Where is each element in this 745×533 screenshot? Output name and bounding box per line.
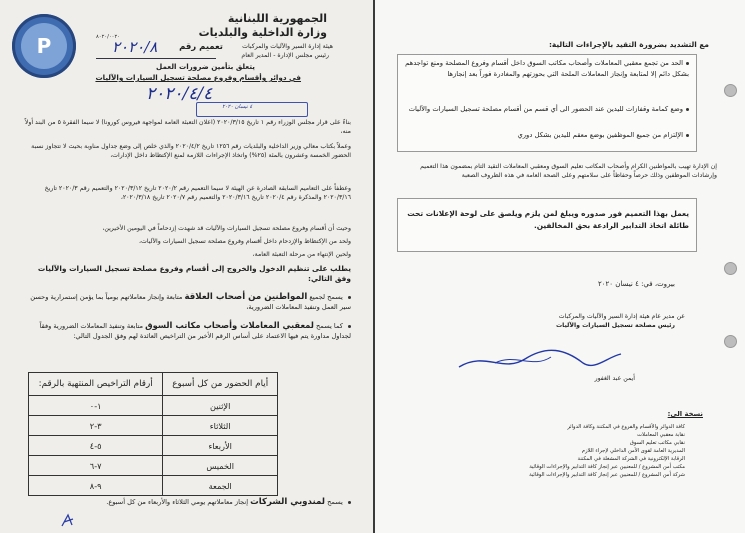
binder-hole-icon [724,335,737,348]
paragraph-4: وحيث أن أقسام وفروع مصلحة تسجيل السيارات والآليات قد شهدت إزدحاماً في اليومين الأخيرين، [102,225,351,232]
cc-item: مكتب أمن المشروع / للمعنيين عبر إنجاز كافة التدابير والإجراءات الوقائية [529,464,685,470]
authority-logo: P [12,14,76,78]
measure-item-3: الإلتزام من جميع الموظفين بوضع معقم لليدين بشكل دوري [403,130,689,141]
plate-digits-cell: ٣-٢ [29,416,163,436]
cc-title: نسخة الى: [667,410,703,418]
memo-date-handwritten: ٢٠٢٠/٤/٤ [146,84,213,104]
plate-digits-cell: ٥-٤ [29,436,163,456]
paragraph-2: وعملاً بكتاب معالي وزير الداخلية والبلديات رقم ١٢٥٦ تاريخ ٢٠٢٠/٤/٢ والذي خلص إلى وضع جداول مناوبة بحيث لا تتجاوز نسبة الحضور الخمسة وعشرون بالمئة (٢٥%) واتخاذ الإجراءات اللازمة لمنع الإكتظاظ داخل الإدارات، [31,143,351,159]
header-republic: الجمهورية اللبنانية [227,12,327,25]
day-cell: الجمعة [163,476,278,496]
binder-hole-icon [724,84,737,97]
pen-mark-icon [60,512,76,528]
table-row [29,476,278,496]
cc-item: شركة أمن المشروع / للمعنيين عبر إنجاز كافة التدابير والإجراءات الوقائية [529,472,685,478]
binder-hole-icon [724,262,737,275]
bullet-icon [686,134,689,137]
signature-icon [455,345,625,375]
signatory-title-1: عن مدير عام هيئة إدارة السير والآليات والمركبات [558,313,685,320]
cc-item: نقابي مكاتب تعليم السوق [629,440,685,446]
header-ministry: وزارة الداخلية والبلديات [198,26,327,39]
rule-companies [21,497,351,507]
paragraph-3: وعطفاً على التعاميم السابقة الصادرة عن الهيئة لا سيما التعميم رقم ٢٠٢٠/٢ تاريخ ٢٠٢٠/٣/١٢ والتعميم رقم ٢٠٢٠/٣ تاريخ ٢٠٢٠/٣/١٦ والمذكرة رقم ٢٠٢٠/٤ تاريخ ٢٠٢٠/٣/١٦ والتعميم رقم ٢٠٢٠/٧ تاريخ ٢٠٢٠/٣/١٨، [44,185,351,201]
memo-number-label: تعميم رقم [179,42,223,52]
day-cell: الخميس [163,456,278,476]
measure-item-2: وضع كمامة وقفازات لليدين عند الحضور الى أي قسم من أقسام مصلحة تسجيل السيارات والآليات [403,104,689,115]
measure-item-1: الحد من تجمع معقبي المعاملات وأصحاب مكاتب السوق داخل أقسام وفروع المصلحة ومنع تواجدهم بشكل دائم إلا لمتابعة وإنجاز المعاملات الملحة التي بحوزتهم والمغادرة فوراً بعد إنجازها [405,59,689,78]
appeal-paragraph: إن الإدارة تهيب بالمواطنين الكرام وأصحاب المكاتب تعليم السوق ومعقبي المعاملات التقيد التام بمضمون هذا التعميم وإرشادات الموظفين وذلك حرصاً وحفاظاً على سلامتهم وعلى الصحة العامة في هذه الظروف الصعبة [420,163,717,179]
bullet-icon [686,62,689,65]
column-header-days: أيام الحضور من كل أسبوع [163,373,278,396]
subject-line-1: يتعلق بتأمين ضرورات العمل [156,62,255,71]
measures-intro: مع التشديد بضرورة التقيد بالإجراءات التالية: [548,40,709,49]
plate-digits-cell: ٩-٨ [29,476,163,496]
attendance-schedule-table [28,372,278,496]
rule-citizens-emphasis: المواطنين من أصحاب العلاقة [184,292,308,302]
decision-statement: يطلب على تنظيم الدخول والخروج إلى أقسام وفروع مصلحة تسجيل السيارات والآليات وفق التالي: [37,264,351,283]
date-stamp-text: ٤ نيسان ٢٠٢٠ [222,104,253,110]
signatory-title-2: رئيس مصلحة تسجيل السيارات والآليات [555,322,675,329]
cc-item: المديرية العامة لقوى الأمن الداخلي لإجراء اللازم [581,448,685,454]
table-header-row [29,373,278,396]
rule-citizens-rest: متابعة وإنجاز معاملاتهم يومياً بما يؤمن إستمرارية وحسن سير العمل وتنفيذ المعاملات الضرورية، [30,293,351,311]
bullet-icon [348,296,351,299]
header-authority: هيئة إدارة السير والآليات والمركبات [242,43,333,50]
bullet-icon [348,325,351,328]
place-date: بيروت، في: ٤ نيسان ٢٠٢٠ [598,280,675,288]
rule-agents-emphasis: لمعقبي المعاملات وأصحاب مكاتب السوق [145,320,314,330]
signatory-name: أيمن عبد الغفور [594,375,635,382]
rule-citizens-prefix: يسمح لجميع [309,293,343,301]
column-header-plates: أرقام التراخيص المنتهية بالرقم: [29,373,163,396]
bullet-icon [686,108,689,111]
cc-item: الرقابة الإلكترونية في الشركة المشغلة في المكننة [577,456,685,462]
rule-agents-rest: متابعة وتنفيذ المعاملات الضرورية وفقاً لجداول مداورة يتم فيها الاعتماد على أساس الرقم الأخير من التراخيص العائدة لهم وفق الجدول التالي: [39,322,351,340]
paragraph-1: بناءً على قرار مجلس الوزراء رقم ١ تاريخ ٢٠٢٠/٣/١٥ (اعلان التعبئة العامة لمواجهة فيروس كورونا) لا سيما الفقرة ٥ من البند أولاً منه، [24,119,351,135]
day-cell: الأربعاء [163,436,278,456]
rule-citizens [21,292,351,312]
table-row [29,436,278,456]
header-office: رئيس مجلس الإدارة - المدير العام [241,52,329,59]
table-row [29,456,278,476]
paragraph-5: ولحد من الإكتظاظ والإزدحام داخل أقسام وفروع مصلحة تسجيل السيارات والآليات، [139,238,351,245]
paragraph-6: ولحين الإنتهاء من مرحلة التعبئة العامة، [252,251,351,258]
subject-line-2: في دوائر وأقسام وفروع مصلحة تسجيل السيارات والآليات [95,73,301,82]
table-row [29,396,278,416]
memo-page-two [375,0,745,533]
memo-number-handwritten: ٢٠٢٠/٨ [112,38,158,56]
reference-code: ٨٠٢٠/٠٠٢٠ [96,34,121,40]
plate-digits-cell: ٧-٦ [29,456,163,476]
cc-item: نقابة معقبي المعاملات [637,432,685,438]
rule-companies-prefix: يسمح [327,498,343,506]
table-row [29,416,278,436]
rule-agents [21,320,351,341]
day-cell: الثلاثاء [163,416,278,436]
enforcement-text: يعمل بهذا التعميم فور صدوره ويبلغ لمن يلزم ويلصق على لوحة الإعلانات تحت طائلة اتخاذ التدابير الرادعة بحق المخالفين. [407,209,689,230]
plate-digits-cell: ١-٠ [29,396,163,416]
rule-companies-rest: إنجاز معاملاتهم يومي الثلاثاء والأربعاء من كل أسبوع. [106,498,249,506]
cc-item: كافة الدوائر والأقسام والفروع في المكننة وكافة الدوائر [567,424,685,430]
bullet-icon [348,501,351,504]
day-cell: الإثنين [163,396,278,416]
rule-agents-prefix: كما يسمح [316,322,343,330]
rule-companies-emphasis: لمندوبي الشركات [250,497,325,507]
